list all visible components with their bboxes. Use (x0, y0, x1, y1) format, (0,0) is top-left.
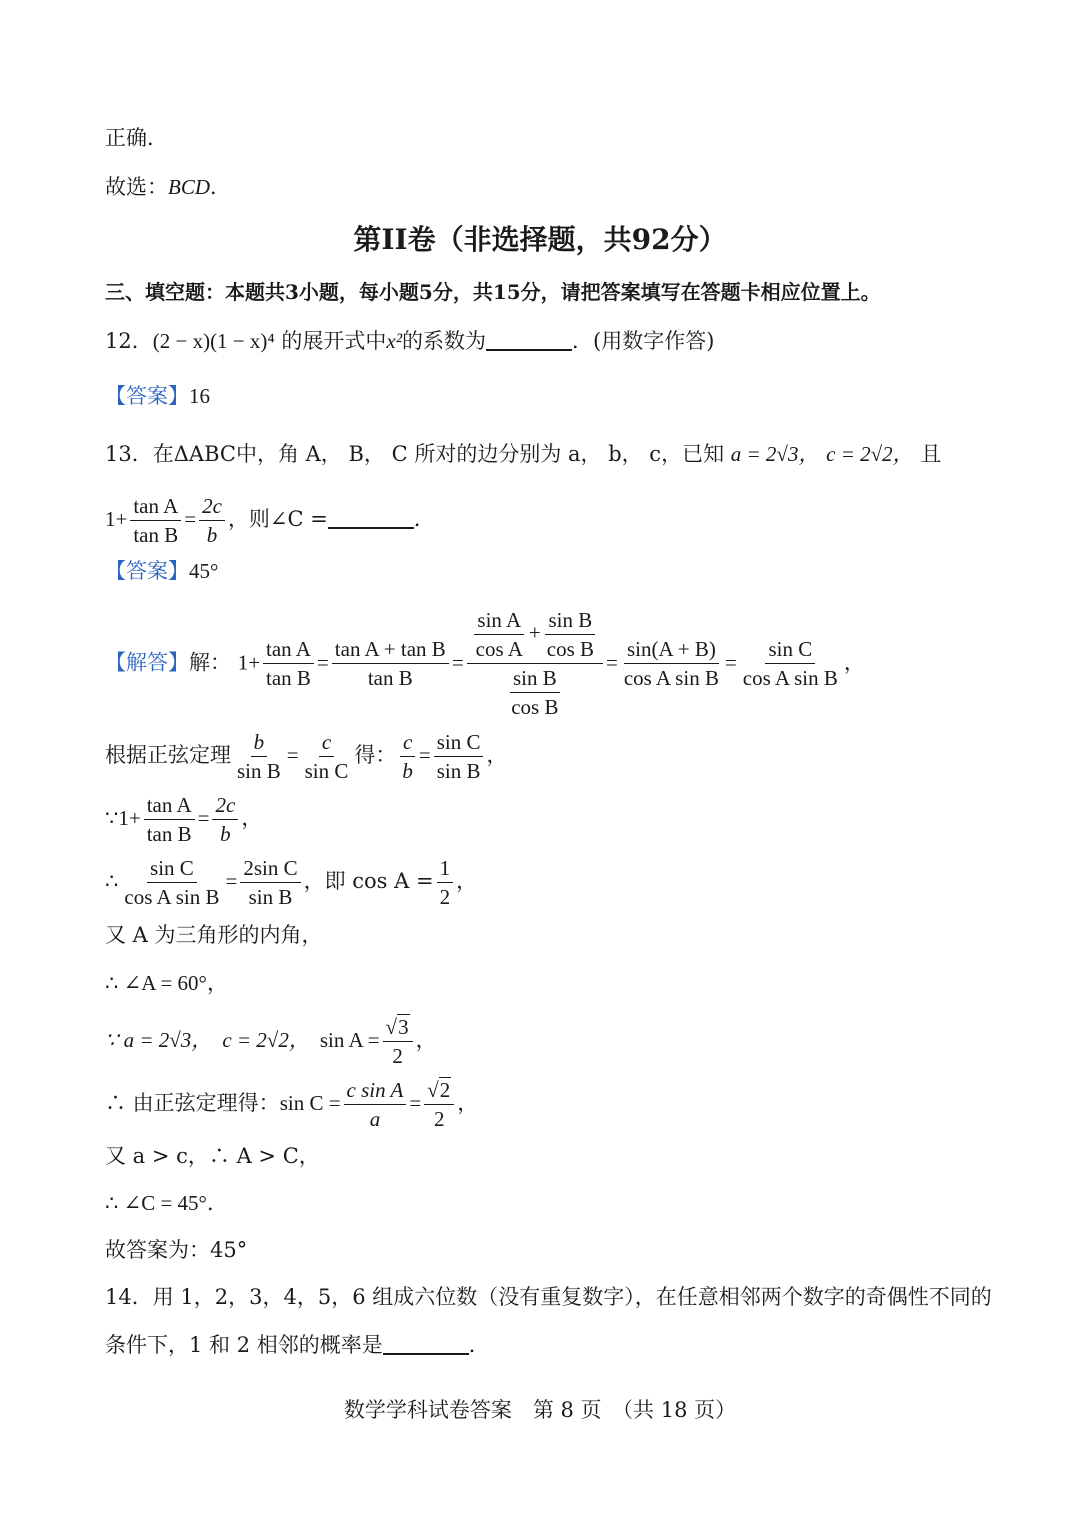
q13-solution-equation: 【解答】解： 1+ $\frac{\text{tan A}}{\text{tan B}}$ = $\frac{\text{tan A + tan B}}{\text{tan B}}$ = $\frac{\text{sin A}}{\text{cos A}}$ + $\frac{\text{sin B}}{\text{cos B}}$ $\frac{\text{sin B}}{\text{cos B}}$ = $\frac{\sin(A + B)}{\text{cos A sin B}}$ = $\frac{\text{sin C}}{\text{cos A sin B}}$ ， (105, 608, 865, 720)
q13-interior-angle: 又 A 为三角形的内角， (105, 923, 323, 947)
q13-answer: 【答案】45° (105, 559, 219, 583)
q13-sine-rule-result: ∴ 由正弦定理得：sin C = $\frac{\text{c sin A}}{a}$ = $\frac{√2}{2}$ ， (105, 1078, 479, 1132)
q13-angle-c: ∴ ∠C = 45°． (105, 1191, 228, 1215)
q13-final-answer: 故答案为：45° (105, 1238, 248, 1262)
q13-sine-rule: 根据正弦定理 $\frac{b}{\text{sin B}}$ = $\frac{c}{\text{sin C}}$ 得： $\frac{c}{b}$ = $\frac{\text{sin C}}{\text{sin B}}$ ， (105, 730, 508, 784)
answer-blank (486, 349, 572, 351)
section3-heading: 三、填空题：本题共3小题，每小题5分，共15分，请把答案填写在答题卡相应位置上。 (105, 280, 881, 304)
answer-blank (383, 1353, 469, 1355)
q13-given-values: ∵ a = 2√3， c = 2√2， sin A = $\frac{√3}{2}$ ， (105, 1015, 437, 1069)
q13-condition: 1+ $\frac{\text{tan A}}{\text{tan B}}$ = $\frac{2c}{b}$ ，则∠C = ． (105, 494, 435, 548)
question-12: 12．(2 − x)(1 − x)⁴ 的展开式中x²的系数为 ．(用数字作答) (105, 329, 715, 353)
question-14-line2: 条件下，1 和 2 相邻的概率是 ． (105, 1333, 490, 1357)
q13-compare: 又 a > c，∴ A > C， (105, 1144, 320, 1168)
q13-therefore: ∴ $\frac{\text{sin C}}{\text{cos A sin B}}$ = $\frac{\text{2sin C}}{\text{sin B}}$ ，即 cos A = $\frac{1}{2}$ ， (105, 856, 478, 910)
question-13: 13．在ΔABC中，角 A， B， C 所对的边分别为 a， b， c，已知 a = 2√3， c = 2√2， 且 (105, 442, 942, 466)
q12-answer: 【答案】16 (105, 384, 210, 408)
page-footer: 数学学科试卷答案 第 8 页 （共 18 页） (343, 1398, 737, 1422)
answer-blank (328, 527, 414, 529)
q13-because: ∵1+ $\frac{\text{tan A}}{\text{tan B}}$ = $\frac{2c}{b}$ ， (105, 793, 263, 847)
q13-angle-a: ∴ ∠A = 60°， (105, 971, 228, 995)
section-title: 第II卷（非选择题，共92分） (353, 223, 727, 256)
choose-line: 故选：BCD． (105, 175, 231, 199)
question-14-line1: 14．用 1，2，3，4，5，6 组成六位数（没有重复数字），在任意相邻两个数字的奇偶性不同的 (105, 1285, 992, 1309)
correct-line: 正确． (105, 126, 168, 150)
